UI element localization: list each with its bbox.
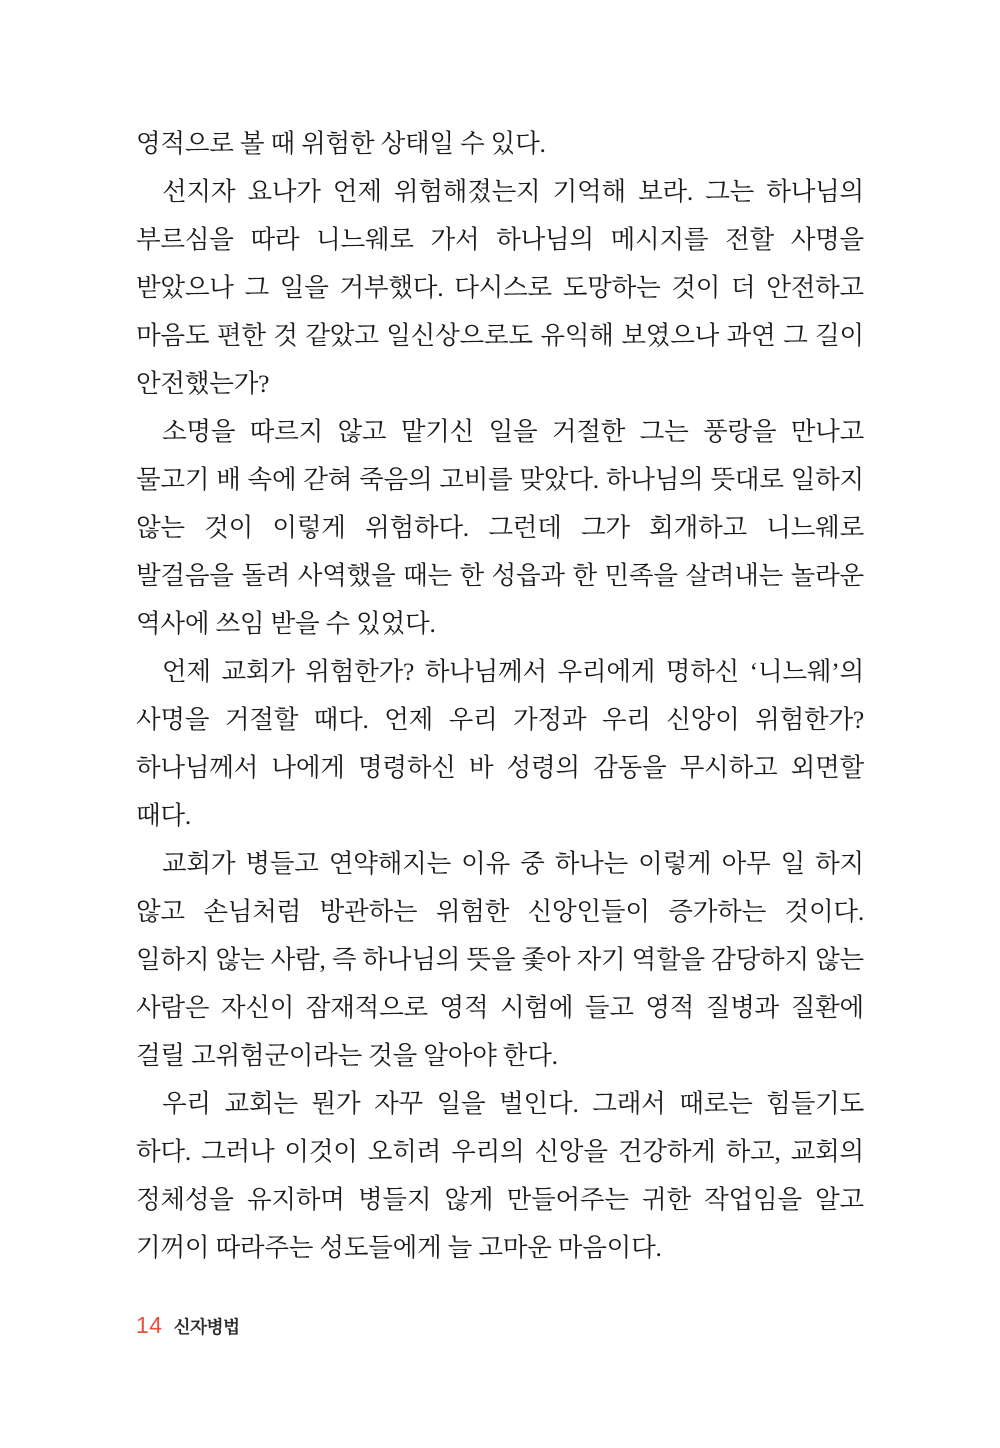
paragraph: 영적으로 볼 때 위험한 상태일 수 있다. xyxy=(136,129,546,158)
running-title: 신자병법 xyxy=(173,1317,240,1337)
paragraph: 우리 교회는 뭔가 자꾸 일을 벌인다. 그래서 때로는 힘들기도 하다. 그러나 이것이 오히려 우리의 신앙을 건강하게 하고, 교회의 정체성을 유지하며 병들지 않게 만들어주는 귀한 작업임을 알고 기꺼이 따라주는 성도들에게 늘 고마운 마음이다. xyxy=(136,1089,864,1262)
page-footer xyxy=(136,1312,240,1339)
paragraph: 언제 교회가 위험한가? 하나님께서 우리에게 명하신 ‘니느웨’의 사명을 거절할 때다. 언제 우리 가정과 우리 신앙이 위험한가? 하나님께서 나에게 명령하신 바 성령의 감동을 무시하고 외면할 때다. xyxy=(136,657,864,830)
paragraph: 교회가 병들고 연약해지는 이유 중 하나는 이렇게 아무 일 하지 않고 손님처럼 방관하는 위험한 신앙인들이 증가하는 것이다. 일하지 않는 사람, 즉 하나님의 뜻을 좇아 자기 역할을 감당하지 않는 사람은 자신이 잠재적으로 영적 시험에 들고 영적 질병과 질환에 걸릴 고위험군이라는 것을 알아야 한다. xyxy=(136,849,864,1070)
body-text-column xyxy=(136,120,864,1272)
paragraph: 소명을 따르지 않고 맡기신 일을 거절한 그는 풍랑을 만나고 물고기 배 속에 갇혀 죽음의 고비를 맞았다. 하나님의 뜻대로 일하지 않는 것이 이렇게 위험하다. 그런데 그가 회개하고 니느웨로 발걸음을 돌려 사역했을 때는 한 성읍과 한 민족을 살려내는 놀라운 역사에 쓰임 받을 수 있었다. xyxy=(136,417,864,638)
page-number: 14 xyxy=(136,1312,163,1338)
paragraph: 선지자 요나가 언제 위험해졌는지 기억해 보라. 그는 하나님의 부르심을 따라 니느웨로 가서 하나님의 메시지를 전할 사명을 받았으나 그 일을 거부했다. 다시스로 도망하는 것이 더 안전하고 마음도 편한 것 같았고 일신상으로도 유익해 보였으나 과연 그 길이 안전했는가? xyxy=(136,177,864,398)
